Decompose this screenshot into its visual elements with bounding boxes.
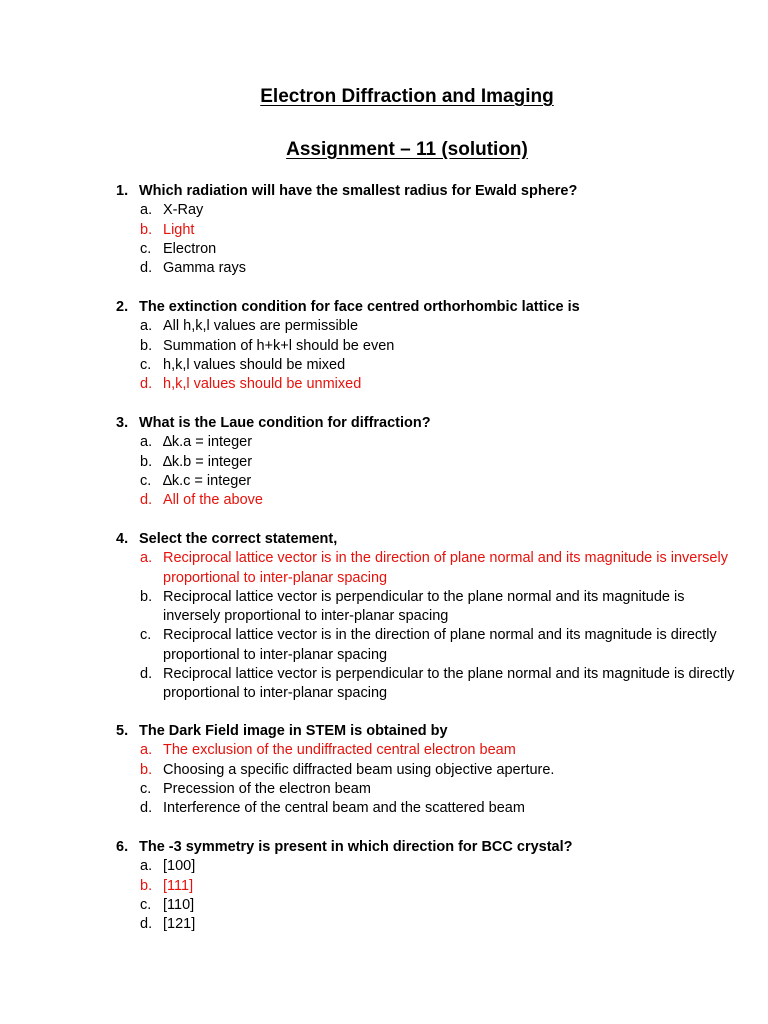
option-d-correct: d. All of the above — [140, 492, 263, 509]
question-text: What is the Laue condition for diffraction? — [139, 415, 431, 431]
option-a-correct: a. Reciprocal lattice vector is in the direction of plane normal and its magnitude is inversely proportional to inter-planar spacing — [140, 550, 728, 586]
option-b: b. ∆k.b = integer — [140, 453, 253, 470]
option-d: d. Interference of the central beam and the scattered beam — [140, 800, 525, 817]
option-a: a. [100] — [140, 858, 196, 875]
question-5 — [116, 722, 736, 818]
question-number: 3. — [116, 415, 129, 431]
question-text: Select the correct statement, — [139, 531, 338, 547]
option-a: a. X-Ray — [140, 202, 204, 219]
question-number: 2. — [116, 299, 129, 315]
question-1 — [116, 182, 736, 278]
option-a: a. All h,k,l values are permissible — [140, 318, 359, 335]
option-a: a. ∆k.a = integer — [140, 434, 253, 451]
option-d: d. Reciprocal lattice vector is perpendicular to the plane normal and its magnitude is directly proportional to inter-planar spacing — [140, 666, 735, 702]
question-number: 5. — [116, 723, 129, 739]
assignment-subtitle: Assignment – 11 (solution) — [286, 139, 528, 160]
option-a-correct: a. The exclusion of the undiffracted central electron beam — [140, 742, 516, 759]
option-b: b. Choosing a specific diffracted beam using objective aperture. — [140, 761, 555, 778]
option-c: c. [110] — [140, 896, 195, 913]
option-c: c. Electron — [140, 240, 217, 257]
question-text: The Dark Field image in STEM is obtained by — [139, 723, 448, 739]
option-c: c. h,k,l values should be mixed — [140, 356, 346, 373]
option-b-correct: b. [111] — [140, 877, 194, 894]
option-b: b. Summation of h+k+l should be even — [140, 337, 395, 354]
question-number: 1. — [116, 183, 129, 199]
option-b-correct: b. Light — [140, 221, 195, 238]
option-c: c. Precession of the electron beam — [140, 780, 371, 797]
question-text: The -3 symmetry is present in which direction for BCC crystal? — [139, 839, 573, 855]
question-2 — [116, 298, 736, 394]
option-d: d. [121] — [140, 916, 196, 933]
question-number: 4. — [116, 531, 129, 547]
option-d-correct: d. h,k,l values should be unmixed — [140, 376, 362, 393]
option-b: b. Reciprocal lattice vector is perpendicular to the plane normal and its magnitude is inversely proportional to inter-planar spacing — [140, 588, 685, 625]
question-text: The extinction condition for face centred orthorhombic lattice is — [139, 299, 580, 315]
question-text: Which radiation will have the smallest radius for Ewald sphere? — [139, 183, 578, 199]
question-4 — [116, 530, 736, 704]
document-title: Electron Diffraction and Imaging — [260, 86, 554, 107]
question-number: 6. — [116, 839, 129, 855]
question-3 — [116, 414, 736, 510]
question-6 — [116, 838, 736, 934]
option-c: c. ∆k.c = integer — [140, 472, 252, 489]
option-c: c. Reciprocal lattice vector is in the direction of plane normal and its magnitude is directly proportional to inter-planar spacing — [140, 627, 717, 663]
option-d: d. Gamma rays — [140, 260, 246, 277]
